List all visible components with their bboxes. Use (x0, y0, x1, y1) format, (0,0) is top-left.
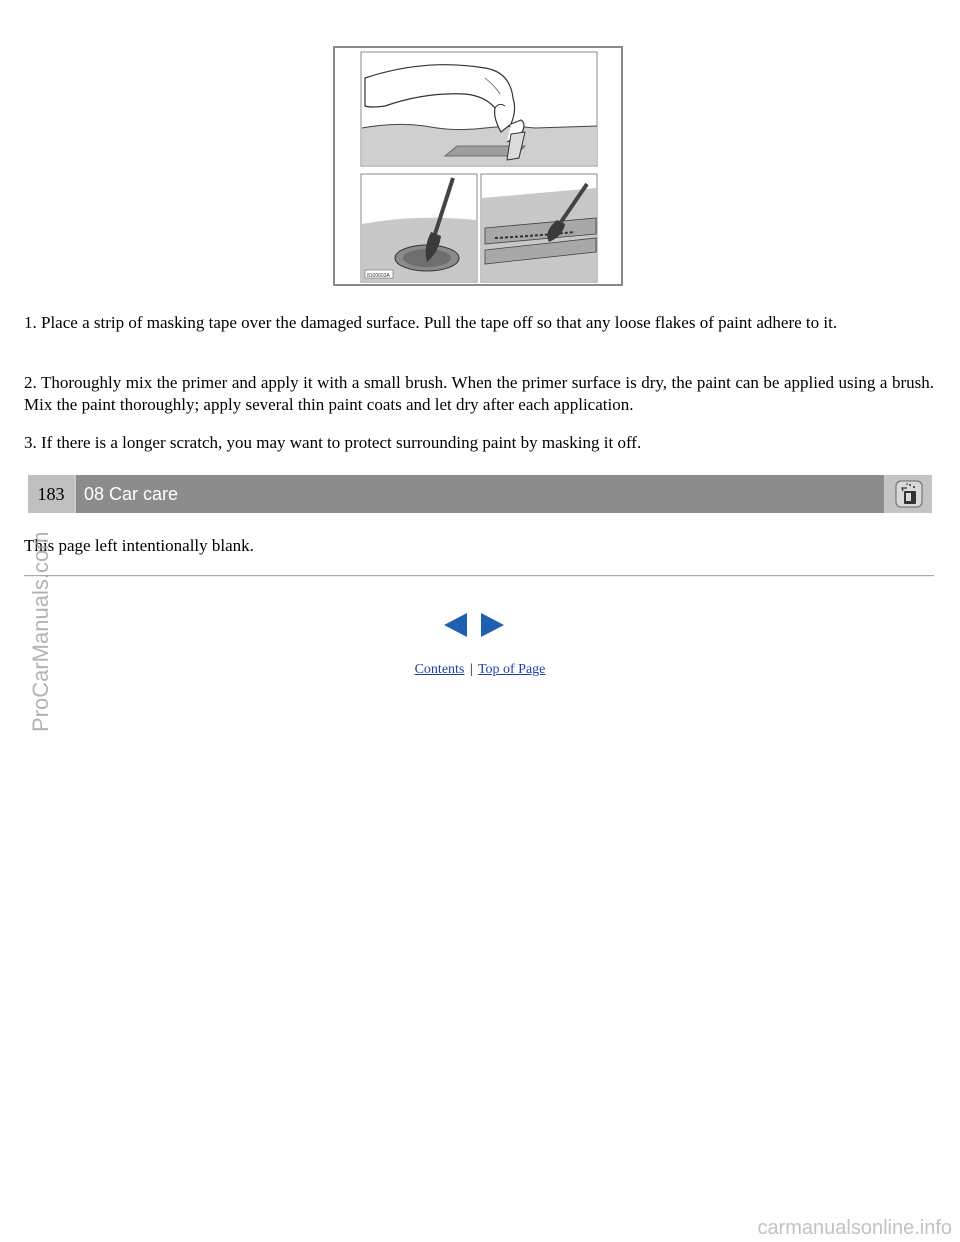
illustration-svg (335, 48, 621, 284)
arrow-left-icon[interactable] (443, 612, 469, 638)
step-1-text: 1. Place a strip of masking tape over the damaged surface. Pull the tape off so that any loose flakes of paint adhere to it. (24, 313, 838, 332)
paint-repair-illustration (333, 46, 623, 286)
arrow-right-icon[interactable] (479, 612, 505, 638)
top-of-page-link[interactable]: Top of Page (477, 662, 546, 677)
link-separator: | (469, 662, 473, 677)
step-3-text: 3. If there is a longer scratch, you may want to protect surrounding paint by masking it off. (24, 433, 642, 452)
chapter-title: 08 Car care (76, 475, 884, 513)
blank-page-note: This page left intentionally blank. (24, 536, 254, 555)
bottom-watermark: carmanualsonline.info (757, 1217, 952, 1239)
contents-link[interactable]: Contents (414, 662, 465, 677)
step-2-text: 2. Thoroughly mix the primer and apply it with a small brush. When the primer surface is dry, the paint can be applied using a brush. Mix the paint thoroughly; apply several thin paint coats and let dry after each application. (24, 373, 934, 414)
footer-links (0, 662, 960, 678)
chapter-header-bar (28, 475, 932, 513)
side-watermark: ProCarManuals.com (28, 531, 53, 732)
page-number: 183 (28, 475, 74, 513)
car-care-chapter-icon (886, 475, 932, 513)
page-navigation (443, 612, 505, 638)
divider (24, 575, 934, 577)
figure-code: 8100603A (367, 273, 390, 279)
